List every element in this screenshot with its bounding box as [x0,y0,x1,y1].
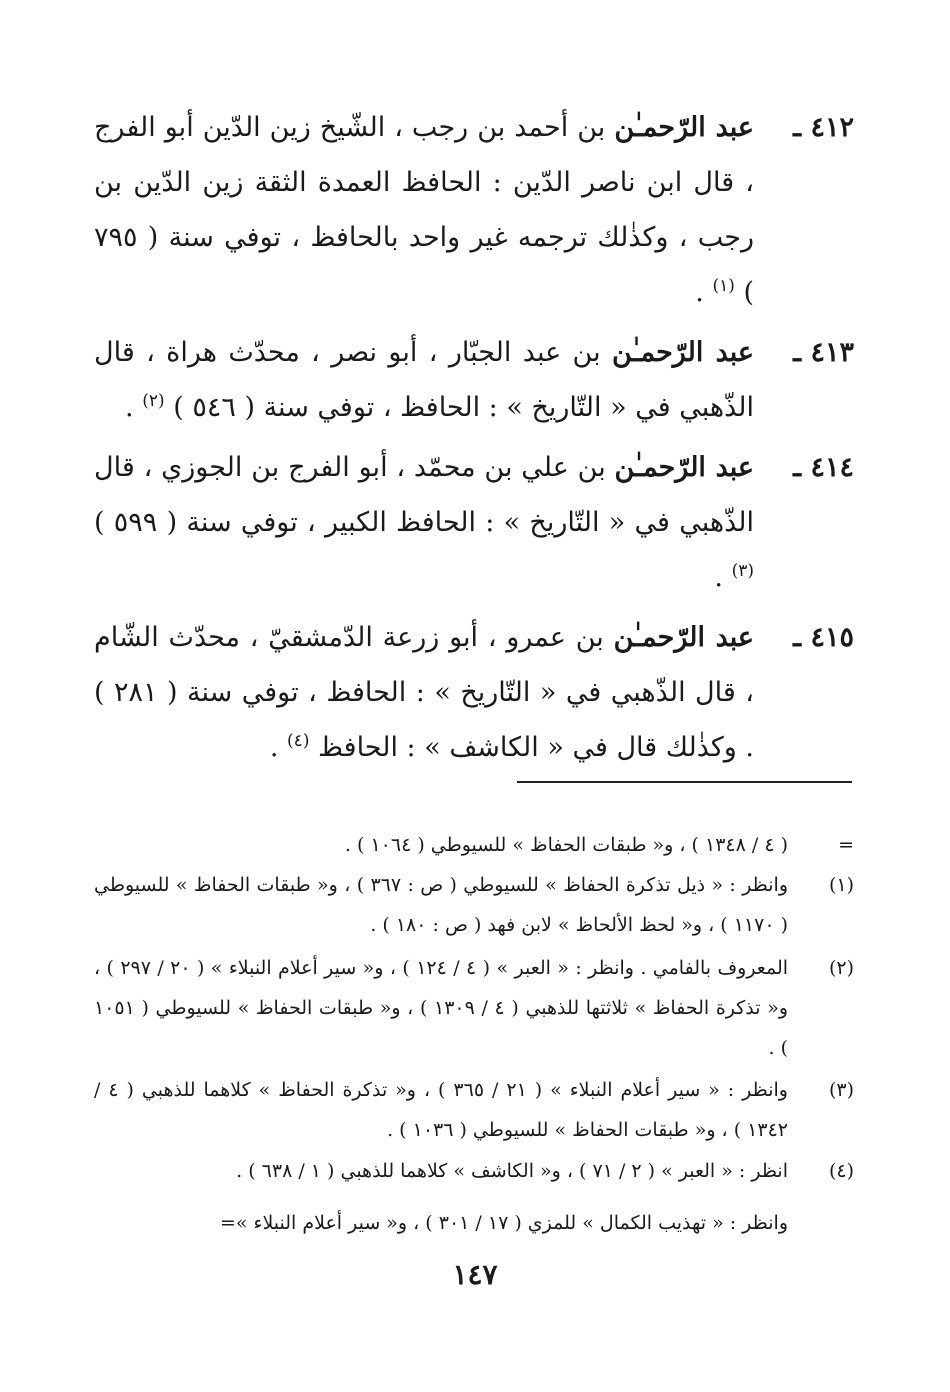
footnote-text: وانظر : « ذيل تذكرة الحفاظ » للسيوطي ( ص : ٣٦٧ ) ، و« طبقات الحفاظ » للسيوطي ( ١١٧٠ ) ، و« لحظ الألحاظ » لابن فهد ( ص : ١٨٠ ) . [94,874,789,936]
footnote-mark: (٤) [828,1160,854,1182]
footnote-continuation [94,825,854,865]
entry-number: ٤١٢ ـ [793,112,854,143]
entry-name: عبد الرّحمـٰن [614,452,754,483]
footnote-text: وانظر : « تهذيب الكمال » للمزي ( ١٧ / ٣٠١ ) ، و« سير أعلام النبلاء »= [219,1212,788,1234]
footnote-3 [94,1070,854,1150]
entry-end: . [269,732,288,763]
footnote-1 [94,865,854,945]
entry-body [94,325,754,435]
footnote-text: وانظر : « سير أعلام النبلاء » ( ٢١ / ٣٦٥ ) ، و« تذكرة الحفاظ » كلاهما للذهبي ( ٤ / ١٣٤٢ ) ، و« طبقات الحفاظ » للسيوطي ( ١٠٣٦ ) . [94,1079,788,1141]
entry-415 [94,610,854,775]
entry-text: بن عمرو ، أبو زرعة الدّمشقيّ ، محدّث الشّام ، قال الذّهبي في « التّاريخ » : الحافظ ، توفي سنة ( ٢٨١ ) . وكذٰلك قال في « الكاشف » : الحافظ [94,622,755,763]
footnote-text: المعروف بالفامي . وانظر : « العبر » ( ٤ / ١٢٤ ) ، و« سير أعلام النبلاء » ( ٢٠ / ٢٩٧ ) ، و« تذكرة الحفاظ » ثلاثتها للذهبي ( ٤ / ١٣٠٩ ) ، و« طبقات الحفاظ » للسيوطي ( ١٠٥١ ) . [94,957,789,1059]
footnote-mark: (٣) [828,1079,854,1101]
footnote-text: ( ٤ / ١٣٤٨ ) ، و« طبقات الحفاظ » للسيوطي ( ١٠٦٤ ) . [344,834,788,856]
entry-text: بن علي بن محمّد ، أبو الفرج بن الجوزي ، قال الذّهبي في « التّاريخ » : الحافظ الكبير ، توفي سنة ( ٥٩٩ ) [94,452,754,538]
entry-name: عبد الرّحمـٰن [612,337,755,368]
entry-name: عبد الرّحمـٰن [613,622,755,653]
entry-end: . [125,392,143,423]
entry-text: بن عبد الجبّار ، أبو نصر ، محدّث هراة ، قال الذّهبي في « التّاريخ » : الحافظ ، توفي سنة ( ٥٤٦ ) [94,337,754,423]
entry-number: ٤١٥ ـ [793,622,854,653]
entry-number: ٤١٤ ـ [793,452,854,483]
footnote-4 [94,1151,854,1191]
footnote-mark: = [838,834,854,856]
footnote-2 [94,948,854,1068]
footnote-separator [517,781,852,783]
footnote-continuing [94,1203,854,1243]
entry-number: ٤١٣ ـ [793,337,854,368]
entry-end: . [714,562,732,593]
entry-name: عبد الرّحمـٰن [614,112,754,143]
entry-body [94,610,754,775]
entry-body [94,100,754,320]
footnote-mark: (١) [828,874,854,896]
footnote-mark: (٢) [828,957,854,979]
entry-end: . [695,277,713,308]
entry-text: بن أحمد بن رجب ، الشّيخ زين الدّين أبو الفرج ، قال ابن ناصر الدّين : الحافظ العمدة الثقة زين الدّين بن رجب ، وكذٰلك ترجمه غير واحد بالحافظ ، توفي سنة ( ٧٩٥ ) [94,112,754,308]
footnote-ref[interactable]: (٣) [731,561,754,581]
entry-body [94,440,754,605]
footnote-ref[interactable]: (١) [712,276,735,296]
footnote-ref[interactable]: (٤) [287,731,310,751]
entry-414 [94,440,854,605]
entry-412 [94,100,854,320]
entry-413 [94,325,854,435]
page-number: ١٤٧ [452,1258,498,1291]
footnote-ref[interactable]: (٢) [142,391,165,411]
footnote-text: انظر : « العبر » ( ٢ / ٧١ ) ، و« الكاشف » كلاهما للذهبي ( ١ / ٦٣٨ ) . [236,1160,788,1182]
